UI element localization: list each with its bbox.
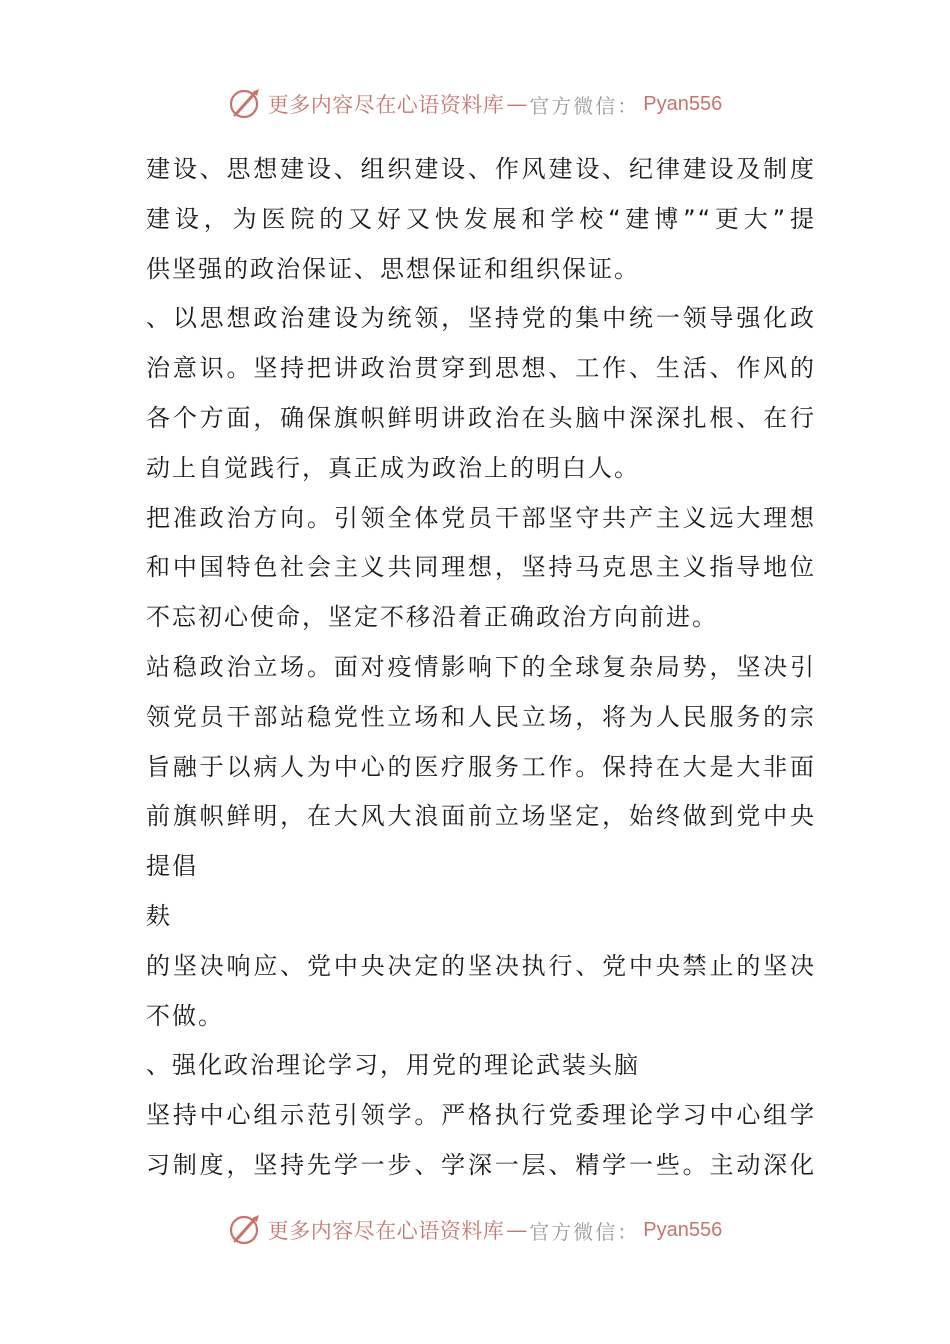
body-line: 旨融于以病人为中心的医疗服务工作。保持在大是大非面 xyxy=(146,752,816,781)
body-line: 各个方面，确保旗帜鲜明讲政治在头脑中深深扎根、在行 xyxy=(146,403,816,432)
wechat-id: Pyan556 xyxy=(643,92,723,115)
body-line: 前旗帜鲜明，在大风大浪面前立场坚定，始终做到党中央 xyxy=(146,802,816,831)
footer-banner xyxy=(0,1210,950,1250)
wechat-id: Pyan556 xyxy=(643,1218,723,1241)
body-line: 麸 xyxy=(146,901,172,930)
pen-logo-icon xyxy=(228,86,264,122)
header-banner xyxy=(0,84,950,124)
document-body xyxy=(146,145,816,1191)
separator: — xyxy=(506,92,528,116)
body-line: 动上自觉践行，真正成为政治上的明白人。 xyxy=(146,453,640,482)
wechat-label: 官方微信： xyxy=(529,1219,640,1244)
body-line: 的坚决响应、党中央决定的坚决执行、党中央禁止的坚决 xyxy=(146,951,816,980)
library-text: 更多内容尽在心语资料库 xyxy=(267,93,505,117)
body-line: 、强化政治理论学习，用党的理论武装头脑 xyxy=(146,1051,640,1080)
body-line: 和中国特色社会主义共同理想，坚持马克思主义指导地位 xyxy=(146,553,816,582)
body-line: 供坚强的政治保证、思想保证和组织保证。 xyxy=(146,254,640,283)
pen-logo-icon xyxy=(228,1212,264,1248)
wechat-label: 官方微信： xyxy=(529,93,640,118)
body-line: 把准政治方向。引领全体党员干部坚守共产主义远大理想 xyxy=(146,503,816,532)
body-line: 建设，为医院的又好又快发展和学校“建博”“更大”提 xyxy=(146,204,816,233)
body-line: 领党员干部站稳党性立场和人民立场，将为人民服务的宗 xyxy=(146,702,816,731)
library-text: 更多内容尽在心语资料库 xyxy=(267,1219,505,1243)
body-line: 、以思想政治建设为统领，坚持党的集中统一领导强化政 xyxy=(146,304,816,333)
body-line: 坚持中心组示范引领学。严格执行党委理论学习中心组学 xyxy=(146,1101,816,1130)
body-line: 提倡 xyxy=(146,852,198,881)
body-line: 治意识。坚持把讲政治贯穿到思想、工作、生活、作风的 xyxy=(146,354,816,383)
body-line: 站稳政治立场。面对疫情影响下的全球复杂局势，坚决引 xyxy=(146,652,816,681)
body-line: 习制度，坚持先学一步、学深一层、精学一些。主动深化 xyxy=(146,1150,816,1179)
body-line: 不忘初心使命，坚定不移沿着正确政治方向前进。 xyxy=(146,603,718,632)
body-line: 不做。 xyxy=(146,1001,224,1030)
separator: — xyxy=(506,1218,528,1242)
body-line: 建设、思想建设、组织建设、作风建设、纪律建设及制度 xyxy=(146,155,816,183)
